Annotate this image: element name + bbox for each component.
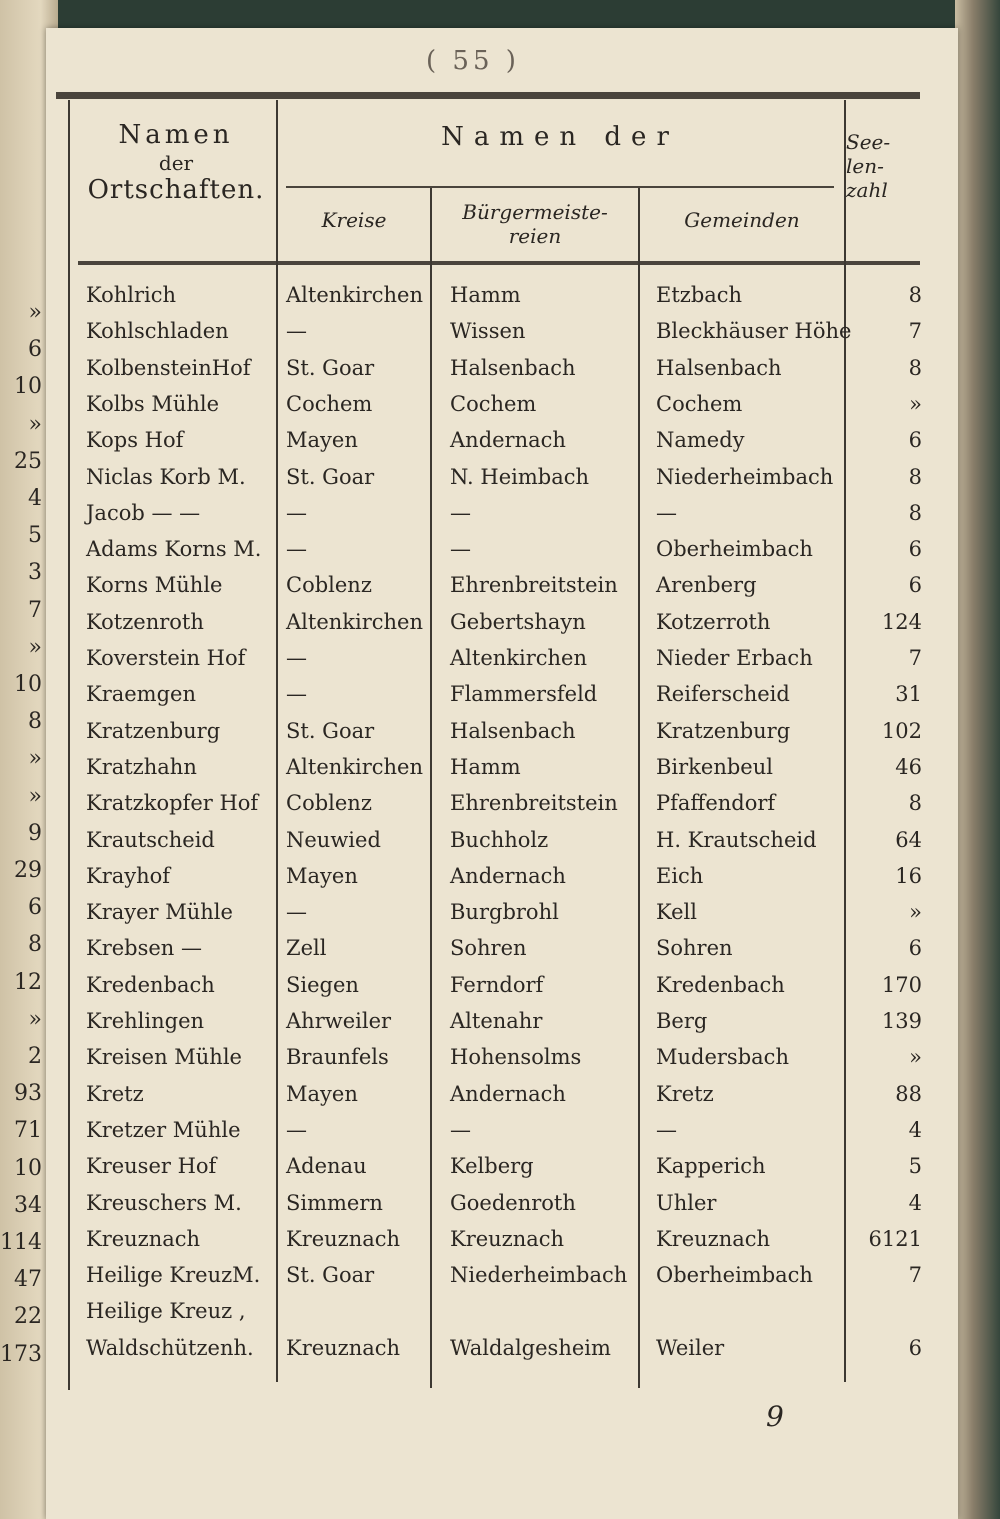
book-page [46,28,958,1519]
seelenzahl-cell: 6 [908,936,922,961]
seelenzahl-cell: 46 [895,754,922,779]
margin-number: 10 [14,374,42,400]
gemeinde-cell: Namedy [656,428,745,453]
buergermeisterei-cell: Hamm [450,283,521,307]
ortschaft-cell: Niclas Korb M. [86,464,246,489]
kreis-cell: — [286,500,307,525]
table-row [46,791,958,827]
header-ortschaften: Namen der Ortschaften. [87,120,265,206]
group-brace [286,186,834,188]
margin-number: 3 [28,560,42,586]
buergermeisterei-cell: Burgbrohl [450,900,559,925]
kreis-cell: — [286,900,307,925]
header-rule [78,261,920,265]
margin-number: » [28,411,42,437]
margin-number: 4 [28,486,42,511]
gemeinde-cell: Oberheimbach [656,1263,813,1288]
table-row [46,719,958,755]
ortschaft-cell: Kretzer Mühle [86,1117,241,1142]
buergermeisterei-cell: — [450,537,471,562]
seelenzahl-cell: 7 [908,1263,922,1288]
header-kreise: Kreise [321,208,387,232]
gemeinde-cell: Eich [656,863,704,888]
kreis-cell: Siegen [286,972,359,997]
ortschaft-cell: Kreuser Hof [86,1154,217,1179]
seelenzahl-cell: 139 [881,1009,922,1033]
table-row [46,900,958,936]
top-rule [56,92,920,99]
margin-number: 47 [14,1267,42,1293]
page-number: ( 55 ) [426,46,520,76]
ortschaft-cell: Waldschützenh. [86,1335,254,1360]
seelenzahl-cell: 170 [881,972,922,997]
margin-number: 34 [14,1192,42,1218]
buergermeisterei-cell: Ehrenbreitstein [450,791,618,816]
kreis-cell: Mayen [286,1081,358,1106]
gemeinde-cell: Arenberg [656,573,757,598]
table-row [46,1191,958,1227]
margin-number: » [28,783,42,809]
gemeinde-cell: Reiferscheid [656,682,790,707]
kreis-cell: Mayen [286,428,358,453]
ortschaft-cell: Kraemgen [86,682,196,707]
table-row [46,392,958,428]
margin-number: 7 [28,597,42,623]
margin-number: 93 [14,1081,42,1107]
ortschaft-cell: KolbensteinHof [86,355,251,380]
buergermeisterei-cell: Flammersfeld [450,682,598,707]
kreis-cell: Altenkirchen [286,609,423,634]
gemeinde-cell: Bleckhäuser Höhe [656,319,852,344]
table-row [46,755,958,791]
seelenzahl-cell: 8 [908,355,922,380]
seelenzahl-cell: 64 [895,827,922,852]
buergermeisterei-cell: Andernach [450,1081,566,1106]
margin-number: 173 [0,1341,42,1367]
buergermeisterei-cell: — [450,500,471,525]
ortschaft-cell: Kotzenroth [86,609,204,634]
ortschaft-cell: Kreuznach [86,1226,201,1251]
buergermeisterei-cell: Goedenroth [450,1190,576,1215]
header-buergermeistereien: Bürgermeiste- reien [462,200,608,248]
seelenzahl-cell: 102 [881,718,922,743]
margin-number: 10 [14,1155,42,1181]
table-row [46,465,958,501]
kreis-cell: Adenau [286,1154,367,1179]
header-group-title: Namen der [441,122,679,152]
margin-number: » [28,634,42,660]
margin-number: 71 [14,1118,42,1144]
table-row [46,1118,958,1154]
seelenzahl-cell: 16 [895,863,922,888]
seelenzahl-cell: 8 [908,791,922,816]
table-row [46,356,958,392]
buergermeisterei-cell: Hohensolms [450,1045,582,1070]
buergermeisterei-cell: Halsenbach [450,355,576,380]
ortschaft-cell: Koverstein Hof [86,646,246,670]
seelenzahl-cell: 8 [908,464,922,489]
gemeinde-cell: Weiler [656,1335,725,1360]
signature-mark: 9 [766,1400,784,1433]
table-row [46,1045,958,1081]
seelenzahl-cell: 8 [908,283,922,307]
table-row [46,319,958,355]
margin-number: » [28,1006,42,1032]
kreis-cell: Neuwied [286,827,381,852]
gemeinde-cell: Birkenbeul [656,754,773,779]
gemeinde-cell: Nieder Erbach [656,646,813,670]
table-row [46,1263,958,1299]
table-row [46,428,958,464]
kreis-cell: St. Goar [286,1263,375,1288]
seelenzahl-cell: » [909,900,922,925]
buergermeisterei-cell: Cochem [450,391,537,416]
ortschaft-cell: Krehlingen [86,1009,205,1033]
kreis-cell: Ahrweiler [286,1009,392,1033]
gemeinde-cell: Pfaffendorf [656,791,776,816]
buergermeisterei-cell: Waldalgesheim [450,1335,611,1360]
seelenzahl-cell: 5 [908,1154,922,1179]
buergermeisterei-cell: Andernach [450,863,566,888]
gemeinde-cell: Kredenbach [656,972,785,997]
buergermeisterei-cell: — [450,1117,471,1142]
seelenzahl-cell: 8 [908,500,922,525]
kreis-cell: Coblenz [286,573,372,598]
gemeinde-cell: — [656,1117,677,1142]
ortschaft-cell: Kratzenburg [86,718,221,743]
kreis-cell: — [286,537,307,562]
ortschaft-cell: Kreisen Mühle [86,1045,242,1070]
buergermeisterei-cell: Altenahr [450,1009,543,1033]
kreis-cell: Altenkirchen [286,754,423,779]
margin-number: 12 [14,969,42,995]
gemeinde-cell: — [656,500,677,525]
seelenzahl-cell: 7 [908,646,922,670]
table-row [46,936,958,972]
gemeinde-cell: Niederheimbach [656,464,834,489]
table-row [46,1009,958,1045]
margin-number: 6 [28,337,42,363]
margin-number: 22 [14,1304,42,1330]
buergermeisterei-cell: Niederheimbach [450,1263,628,1288]
buergermeisterei-cell: Wissen [450,319,526,344]
seelenzahl-cell: 6 [908,428,922,453]
kreis-cell: St. Goar [286,464,375,489]
gemeinde-cell: Kell [656,900,697,925]
ortschaft-cell: Krayer Mühle [86,900,233,925]
table-row [46,828,958,864]
ortschaft-cell: Krebsen — [86,936,203,961]
table-row [46,573,958,609]
margin-number: 9 [28,820,42,846]
gemeinde-cell: Kratzenburg [656,718,791,743]
ortschaft-cell: Kohlschladen [86,319,229,344]
table-row [46,1154,958,1190]
gemeinde-cell: Halsenbach [656,355,782,380]
seelenzahl-cell: » [909,391,922,416]
kreis-cell: St. Goar [286,718,375,743]
seelenzahl-cell: 6 [908,1335,922,1360]
buergermeisterei-cell: Andernach [450,428,566,453]
margin-number: 10 [14,672,42,697]
gemeinde-cell: Cochem [656,391,743,416]
table-row [46,501,958,537]
ortschaft-cell: Heilige KreuzM. [86,1263,261,1288]
kreis-cell: Mayen [286,863,358,888]
buergermeisterei-cell: Kelberg [450,1154,534,1179]
kreis-cell: — [286,646,307,670]
seelenzahl-cell: 6121 [868,1226,922,1251]
header-seelenzahl: See- len- zahl [846,130,891,202]
margin-number: » [28,746,42,772]
kreis-cell: Kreuznach [286,1226,401,1251]
kreis-cell: Zell [286,936,327,961]
ortschaft-cell: Kratzhahn [86,754,197,779]
kreis-cell: Coblenz [286,791,372,816]
margin-number: 6 [28,895,42,921]
kreis-cell: Cochem [286,391,373,416]
buergermeisterei-cell: Halsenbach [450,718,576,743]
seelenzahl-cell: 6 [908,573,922,598]
kreis-cell: Braunfels [286,1045,389,1070]
kreis-cell: Simmern [286,1190,383,1215]
margin-number: 25 [14,448,42,474]
seelenzahl-cell: 4 [908,1117,922,1142]
gemeinde-cell: Berg [656,1009,708,1033]
gemeinde-cell: H. Krautscheid [656,827,817,852]
gemeinde-cell: Kretz [656,1081,714,1106]
buergermeisterei-cell: Altenkirchen [450,646,587,670]
margin-number: 5 [28,523,42,549]
kreis-cell: — [286,1117,307,1142]
seelenzahl-cell: 7 [908,319,922,344]
margin-number: 8 [28,709,42,735]
table-row [46,682,958,718]
buergermeisterei-cell: N. Heimbach [450,464,590,489]
table-row [46,1082,958,1118]
ortschaft-cell: Krautscheid [86,827,215,852]
gemeinde-cell: Etzbach [656,283,743,307]
ortschaft-cell: Adams Korns M. [86,537,262,562]
buergermeisterei-cell: Ehrenbreitstein [450,573,618,598]
seelenzahl-cell: 31 [895,682,922,707]
gemeinde-cell: Kreuznach [656,1226,771,1251]
ortschaft-cell: Krayhof [86,863,171,888]
gemeinde-cell: Sohren [656,936,733,961]
kreis-cell: Kreuznach [286,1335,401,1360]
buergermeisterei-cell: Kreuznach [450,1226,565,1251]
buergermeisterei-cell: Buchholz [450,827,549,852]
header-gemeinden: Gemeinden [684,208,800,232]
gemeinde-cell: Oberheimbach [656,537,813,562]
ortschaft-cell: Jacob — — [86,500,201,525]
gemeinde-cell: Kapperich [656,1154,766,1179]
seelenzahl-cell: 124 [881,609,922,634]
ortschaft-cell: Kohlrich [86,283,177,307]
margin-number: » [28,300,42,325]
buergermeisterei-cell: Gebertshayn [450,609,586,634]
gemeinde-cell: Kotzerroth [656,609,771,634]
buergermeisterei-cell: Sohren [450,936,527,961]
table-row [46,1336,958,1372]
margin-number: 29 [14,858,42,883]
ortschaft-cell: Heilige Kreuz , [86,1299,246,1324]
table-row [46,1299,958,1335]
margin-number: 2 [28,1044,42,1069]
table-row [46,864,958,900]
margin-number: 8 [28,932,42,958]
gemeinde-cell: Mudersbach [656,1045,789,1070]
kreis-cell: — [286,682,307,707]
kreis-cell: St. Goar [286,355,375,380]
kreis-cell: — [286,319,307,344]
table-row [46,610,958,646]
table-row [46,537,958,573]
ortschaft-cell: Kops Hof [86,428,184,453]
ortschaft-cell: Kreuschers M. [86,1190,242,1215]
book-edge [955,0,1000,1519]
table-row [46,646,958,682]
ortschaft-cell: Kretz [86,1081,144,1106]
gemeinde-cell: Uhler [656,1190,717,1215]
table-row [46,973,958,1009]
kreis-cell: Altenkirchen [286,283,423,307]
buergermeisterei-cell: Ferndorf [450,972,544,997]
buergermeisterei-cell: Hamm [450,754,521,779]
seelenzahl-cell: 4 [908,1190,922,1215]
ortschaft-cell: Kratzkopfer Hof [86,791,259,816]
margin-number: 114 [0,1230,42,1255]
seelenzahl-cell: » [909,1045,922,1070]
table-row [46,1227,958,1263]
seelenzahl-cell: 6 [908,537,922,562]
ortschaft-cell: Korns Mühle [86,573,223,598]
seelenzahl-cell: 88 [895,1081,922,1106]
table-row [46,283,958,319]
ortschaft-cell: Kolbs Mühle [86,391,220,416]
ortschaft-cell: Kredenbach [86,972,215,997]
